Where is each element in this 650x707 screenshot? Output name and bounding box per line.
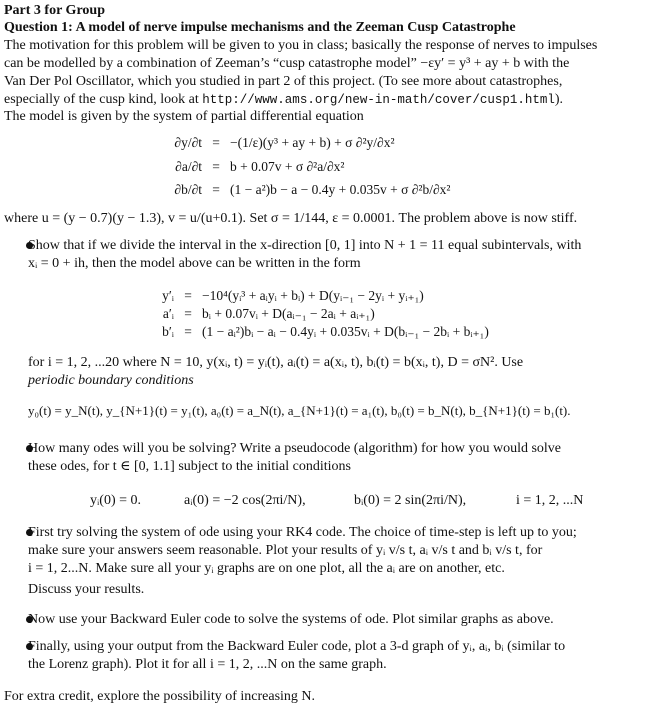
bullet3-line-3: i = 1, 2...N. Make sure all your yᵢ graphs are on one plot, all the aᵢ are on another, etc. <box>28 561 505 576</box>
pde-equation-b <box>172 182 450 198</box>
ic-range: i = 1, 2, ...N <box>516 493 584 508</box>
pde-equation-a <box>172 159 344 175</box>
boundary-conditions: y₀(t) = y_N(t), y_{N+1}(t) = y₁(t), a₀(t) = a_N(t), a_{N+1}(t) = a₁(t), b₀(t) = b_N(t), b_{N+1}(t) = b₁(t). <box>28 403 571 418</box>
bullet2-line-2: these odes, for t ∈ [0, 1.1] subject to the initial conditions <box>28 459 351 474</box>
bullet4-line-1: Now use your Backward Euler code to solve the systems of ode. Plot similar graphs as above. <box>28 612 554 627</box>
intro-line-4-post: ). <box>554 92 564 107</box>
ode-b-eq: = <box>184 324 192 339</box>
ode-y-eq: = <box>184 288 192 303</box>
pde-b-lhs: ∂b/∂t <box>174 182 202 197</box>
ic-y: yᵢ(0) = 0. <box>90 493 142 508</box>
cusp-url-link[interactable]: http://www.ams.org/new-in-math/cover/cusp1.html <box>202 93 555 107</box>
ic-a: aᵢ(0) = −2 cos(2πi/N), <box>184 493 306 508</box>
intro-line-4 <box>4 91 563 109</box>
bullet1-line-2: xᵢ = 0 + ih, then the model above can be written in the form <box>28 256 361 271</box>
ode-a-eq: = <box>184 306 192 321</box>
ode-y-lhs: y′ᵢ <box>162 288 174 303</box>
bullet3-line-2: make sure your answers seem reasonable. Plot your results of yᵢ v/s t, aᵢ v/s t and bᵢ v/s t, for <box>28 543 543 558</box>
intro-line-3: Van Der Pol Oscillator, which you studied in part 2 of this project. (To see more about catastrophes, <box>4 74 563 89</box>
ode-y-rhs: −10⁴(yᵢ³ + aᵢyᵢ + bᵢ) + D(yᵢ₋₁ − 2yᵢ + yᵢ₊₁) <box>202 288 424 303</box>
intro-line-2: can be modelled by a combination of Zeeman’s “cusp catastrophe model” −εy′ = y³ + ay + b with the <box>4 56 570 71</box>
ode-b-lhs: b′ᵢ <box>162 324 174 339</box>
pde-a-rhs: b + 0.07v + σ ∂²a/∂x² <box>230 159 345 174</box>
question-title: Question 1: A model of nerve impulse mechanisms and the Zeeman Cusp Catastrophe <box>4 20 516 35</box>
bullet5-line-2: the Lorenz graph). Plot it for all i = 1, 2, ...N on the same graph. <box>28 657 387 672</box>
pde-a-eq: = <box>212 159 220 174</box>
pde-b-rhs: (1 − a²)b − a − 0.4y + 0.035v + σ ∂²b/∂x² <box>230 182 451 197</box>
bullet2-line-1: How many odes will you be solving? Write a pseudocode (algorithm) for how you would solve <box>28 441 562 456</box>
periodic-bc-phrase: periodic boundary conditions <box>28 373 194 388</box>
ic-b: bᵢ(0) = 2 sin(2πi/N), <box>354 493 467 508</box>
bullet3-line-4: Discuss your results. <box>28 582 145 597</box>
pde-b-eq: = <box>212 182 220 197</box>
intro-line-1: The motivation for this problem will be given to you in class; basically the response of nerves to impulses <box>4 38 598 53</box>
ode-a-rhs: bᵢ + 0.07vᵢ + D(aᵢ₋₁ − 2aᵢ + aᵢ₊₁) <box>202 306 375 321</box>
ode-b-rhs: (1 − aᵢ²)bᵢ − aᵢ − 0.4yᵢ + 0.035vᵢ + D(bᵢ₋₁ − 2bᵢ + bᵢ₊₁) <box>202 324 489 339</box>
pde-y-lhs: ∂y/∂t <box>174 135 202 150</box>
extra-credit: For extra credit, explore the possibility of increasing N. <box>4 689 316 704</box>
intro-line-5: The model is given by the system of partial differential equation <box>4 109 364 124</box>
pde-a-lhs: ∂a/∂t <box>175 159 202 174</box>
bullet3-line-1: First try solving the system of ode using your RK4 code. The choice of time-step is left up to you; <box>28 525 577 540</box>
ode-equation-a <box>144 306 375 322</box>
part-heading: Part 3 for Group <box>4 3 105 18</box>
ode-equation-y <box>144 288 424 304</box>
pde-y-eq: = <box>212 135 220 150</box>
ode-equation-b <box>144 324 489 340</box>
bullet1-line-1: Show that if we divide the interval in the x-direction [0, 1] into N + 1 = 11 equal subintervals, with <box>28 238 582 253</box>
intro-line-4-pre: especially of the cusp kind, look at <box>4 92 203 107</box>
where-line: where u = (y − 0.7)(y − 1.3), v = u/(u+0.1). Set σ = 1/144, ε = 0.0001. The problem above is now stiff. <box>4 211 578 226</box>
bullet5-line-1: Finally, using your output from the Backward Euler code, plot a 3-d graph of yᵢ, aᵢ, bᵢ (similar to <box>28 639 566 654</box>
pde-equation-y <box>172 135 395 151</box>
pde-y-rhs: −(1/ε)(y³ + ay + b) + σ ∂²y/∂x² <box>230 135 395 150</box>
bullet1-for-line: for i = 1, 2, ...20 where N = 10, y(xᵢ, t) = yᵢ(t), aᵢ(t) = a(xᵢ, t), bᵢ(t) = b(xᵢ, t), D = σN². Use <box>28 355 524 370</box>
ode-a-lhs: a′ᵢ <box>162 306 174 321</box>
